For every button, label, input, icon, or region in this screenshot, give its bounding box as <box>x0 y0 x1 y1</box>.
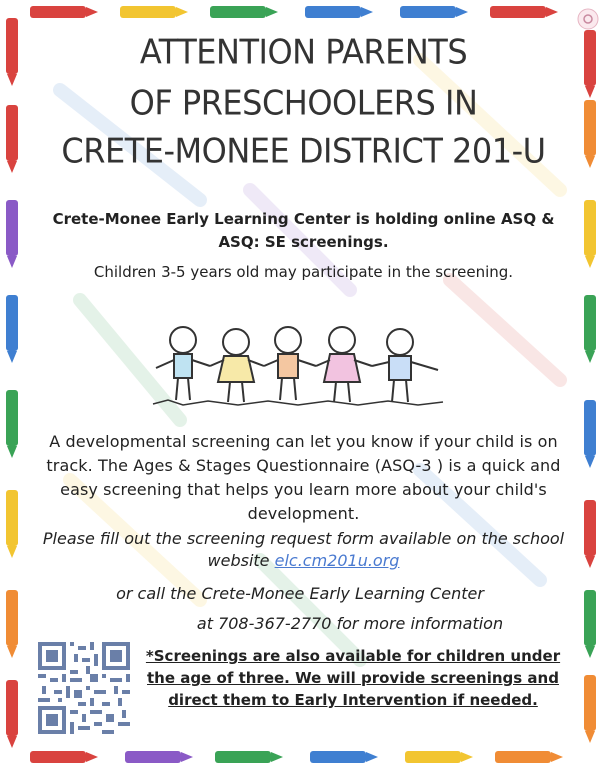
request-text: Please fill out the screening request form available on the school website <box>42 529 565 570</box>
image-settings-icon[interactable] <box>577 8 599 30</box>
note-text: *Screenings are also available for children under the age of three. We will provide screenings and direct them to Early Intervention if needed. <box>145 647 561 709</box>
children-holding-hands-icon <box>148 312 448 412</box>
title-line-2: OF PRESCHOOLERS IN <box>129 83 478 123</box>
qr-code-icon[interactable] <box>38 642 130 734</box>
eligibility-text: Children 3-5 years old may participate in the screening. <box>93 263 514 281</box>
description-text: A developmental screening can let you know if your child is on track. The Ages & Stages Questionnaire (ASQ-3 ) is a quick and easy screening that helps you learn more about your child's development. <box>46 432 561 523</box>
intro-text: Crete-Monee Early Learning Center is holding online ASQ & ASQ: SE screenings. <box>52 210 555 251</box>
website-link[interactable]: elc.cm201u.org <box>274 551 400 570</box>
title-line-1: ATTENTION PARENTS <box>139 32 468 72</box>
call-text: or call the Crete-Monee Early Learning Center <box>116 584 484 603</box>
phone-text: at 708-367-2770 for more information <box>196 614 504 633</box>
title-line-3: CRETE-MONEE DISTRICT 201-U <box>61 131 546 171</box>
request-paragraph <box>30 528 577 572</box>
